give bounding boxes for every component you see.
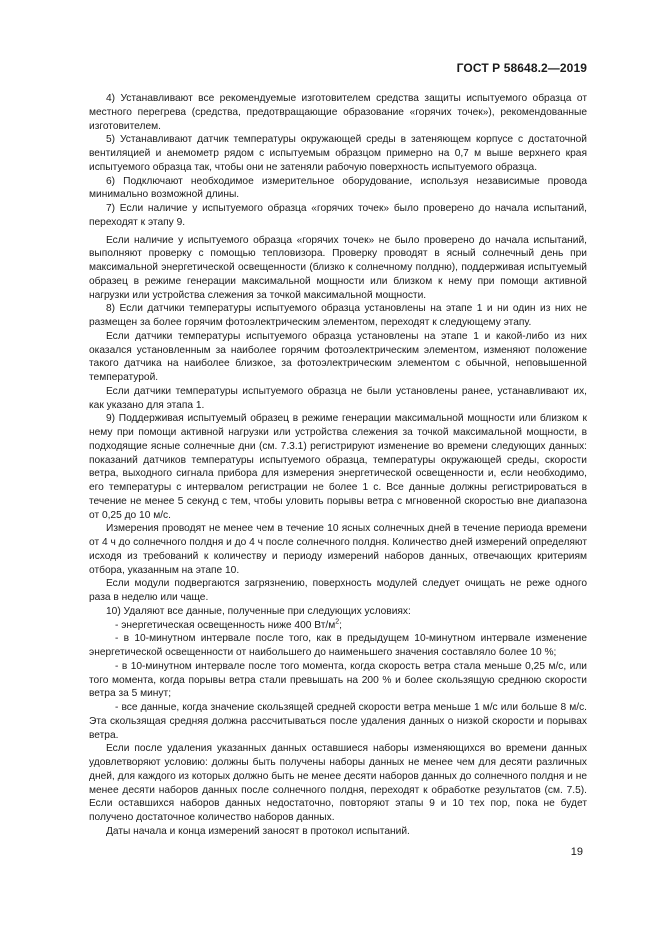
paragraph-step-4: 4) Устанавливают все рекомендуемые изготовителем средства защиты испытуемого образца от местного перегрева (средства, предотвращающие образование «горячих точек»), рекомендованные изготовителем. bbox=[89, 93, 587, 132]
paragraph-step-5: 5) Устанавливают датчик температуры окружающей среды в затеняющем корпусе с достаточной вентиляцией и анемометр рядом с испытуемым образцом примерно на 0,7 м выше верхнего края испытуемого образца так, чтобы они не затеняли рабочую поверхность испытуемого образца. bbox=[89, 134, 587, 173]
paragraph-step-7: 7) Если наличие у испытуемого образца «горячих точек» было проверено до начала испытаний, переходят к этапу 9. bbox=[89, 203, 587, 228]
bullet-irradiance bbox=[89, 619, 587, 633]
paragraph-step-8: 8) Если датчики температуры испытуемого образца установлены на этапе 1 и ни один из них не размещен за более горячим фотоэлектрическим элементом, переходят к следующему этапу. bbox=[89, 303, 587, 328]
bullet-irradiance-text: - энергетическая освещенность ниже 400 Вт/м bbox=[115, 619, 336, 631]
document-body bbox=[89, 92, 587, 839]
superscript: 2 bbox=[335, 618, 340, 626]
bullet-irradiance-change: - в 10-минутном интервале после того, как в предыдущем 10-минутном интервале изменение энергетической освещенности от наибольшего до наименьшего значения составляло более 10 %; bbox=[89, 633, 587, 658]
bullet-irradiance-tail: ; bbox=[339, 619, 342, 631]
document-header: ГОСТ Р 58648.2—2019 bbox=[456, 61, 587, 75]
bullet-moving-average: - все данные, когда значение скользящей средней скорости ветра меньше 1 м/с или больше 8 м/с. Эта скользящая средняя должна рассчитываться после удаления данных о низкой скорости и порывах ветра. bbox=[89, 702, 587, 741]
page-number: 19 bbox=[570, 846, 583, 858]
paragraph-step-6: 6) Подключают необходимое измерительное оборудование, используя независимые провода минимально возможной длины. bbox=[89, 175, 587, 201]
paragraph-measurement-period: Измерения проводят не менее чем в течение 10 ясных солнечных дней в течение периода времени от 4 ч до солнечного полдня и до 4 ч после солнечного полдня. Количество дней измерений определяют исходя из требований к количеству и периоду измерений наборов данных, отвечающих критериям отбора, указанным на этапе 10. bbox=[89, 523, 587, 576]
paragraph-sensor-install: Если датчики температуры испытуемого образца не были установлены ранее, устанавливают их, как указано для этапа 1. bbox=[89, 385, 587, 411]
paragraph-cleaning: Если модули подвергаются загрязнению, поверхность модулей следует очищать не реже одного раза в неделю или чаще. bbox=[89, 578, 587, 603]
paragraph-step-10: 10) Удаляют все данные, полученные при следующих условиях: bbox=[106, 605, 411, 617]
paragraph-thermal-check: Если наличие у испытуемого образца «горячих точек» не было проверено до начала испытаний, выполняют проверку с помощью тепловизора. Проверку проводят в ясный солнечный день при максимальной энергетической освещенности (близко к солнечному полдню), поддерживая испытуемый образец в режиме генерации максимальной мощности или близком к нему при помощи активной нагрузки или устройства слежения за точкой максимальной мощности. bbox=[89, 234, 587, 301]
paragraph-protocol: Даты начала и конца измерений заносят в протокол испытаний. bbox=[106, 825, 410, 837]
paragraph-step-9: 9) Поддерживая испытуемый образец в режиме генерации максимальной мощности или близком к нему при помощи активной нагрузки или устройства слежения за точкой максимальной мощности, в подходящие ясные солнечные дни (см. 7.3.1) регистрируют изменение во времени следующих данных: показаний датчиков температуры испытуемого образца, температуры окружающей среды, скорости ветра, выходного сигнала прибора для измерения энергетической освещенности и, если необходимо, его температуры с интервалом регистрации не более 1 с. Все данные должны регистрироваться в течение не менее 5 секунд с тем, чтобы уловить порывы ветра с мгновенной скоростью вне диапазона от 0,25 до 10 м/с. bbox=[89, 413, 587, 521]
paragraph-sensor-reposition: Если датчики температуры испытуемого образца установлены на этапе 1 и какой-либо из них оказался установленным за наиболее горячим фотоэлектрическим элементом, изменяют положение такого датчика на наиболее близкое, за фотоэлектрическим элементом с обычной, неповышенной температурой. bbox=[89, 330, 587, 383]
paragraph-data-sufficiency: Если после удаления указанных данных оставшиеся наборы изменяющихся во времени данных удовлетворяют условию: должны быть получены наборы данных не менее чем для десяти различных дней, для каждого из которых должно быть не менее десяти наборов данных до солнечного полдня и не менее десяти наборов данных после солнечного полдня, переходят к обработке результатов (см. 7.5). Если оставшихся наборов данных недостаточно, повторяют этапы 9 и 10 тех пор, пока не будет получено достаточное количество наборов данных. bbox=[89, 743, 587, 823]
bullet-wind-gusts: - в 10-минутном интервале после того момента, когда скорость ветра стала меньше 0,25 м/с, или того момента, когда порывы ветра стали превышать на 200 % и более скользящую среднюю скорости ветра за 5 минут; bbox=[89, 660, 587, 700]
